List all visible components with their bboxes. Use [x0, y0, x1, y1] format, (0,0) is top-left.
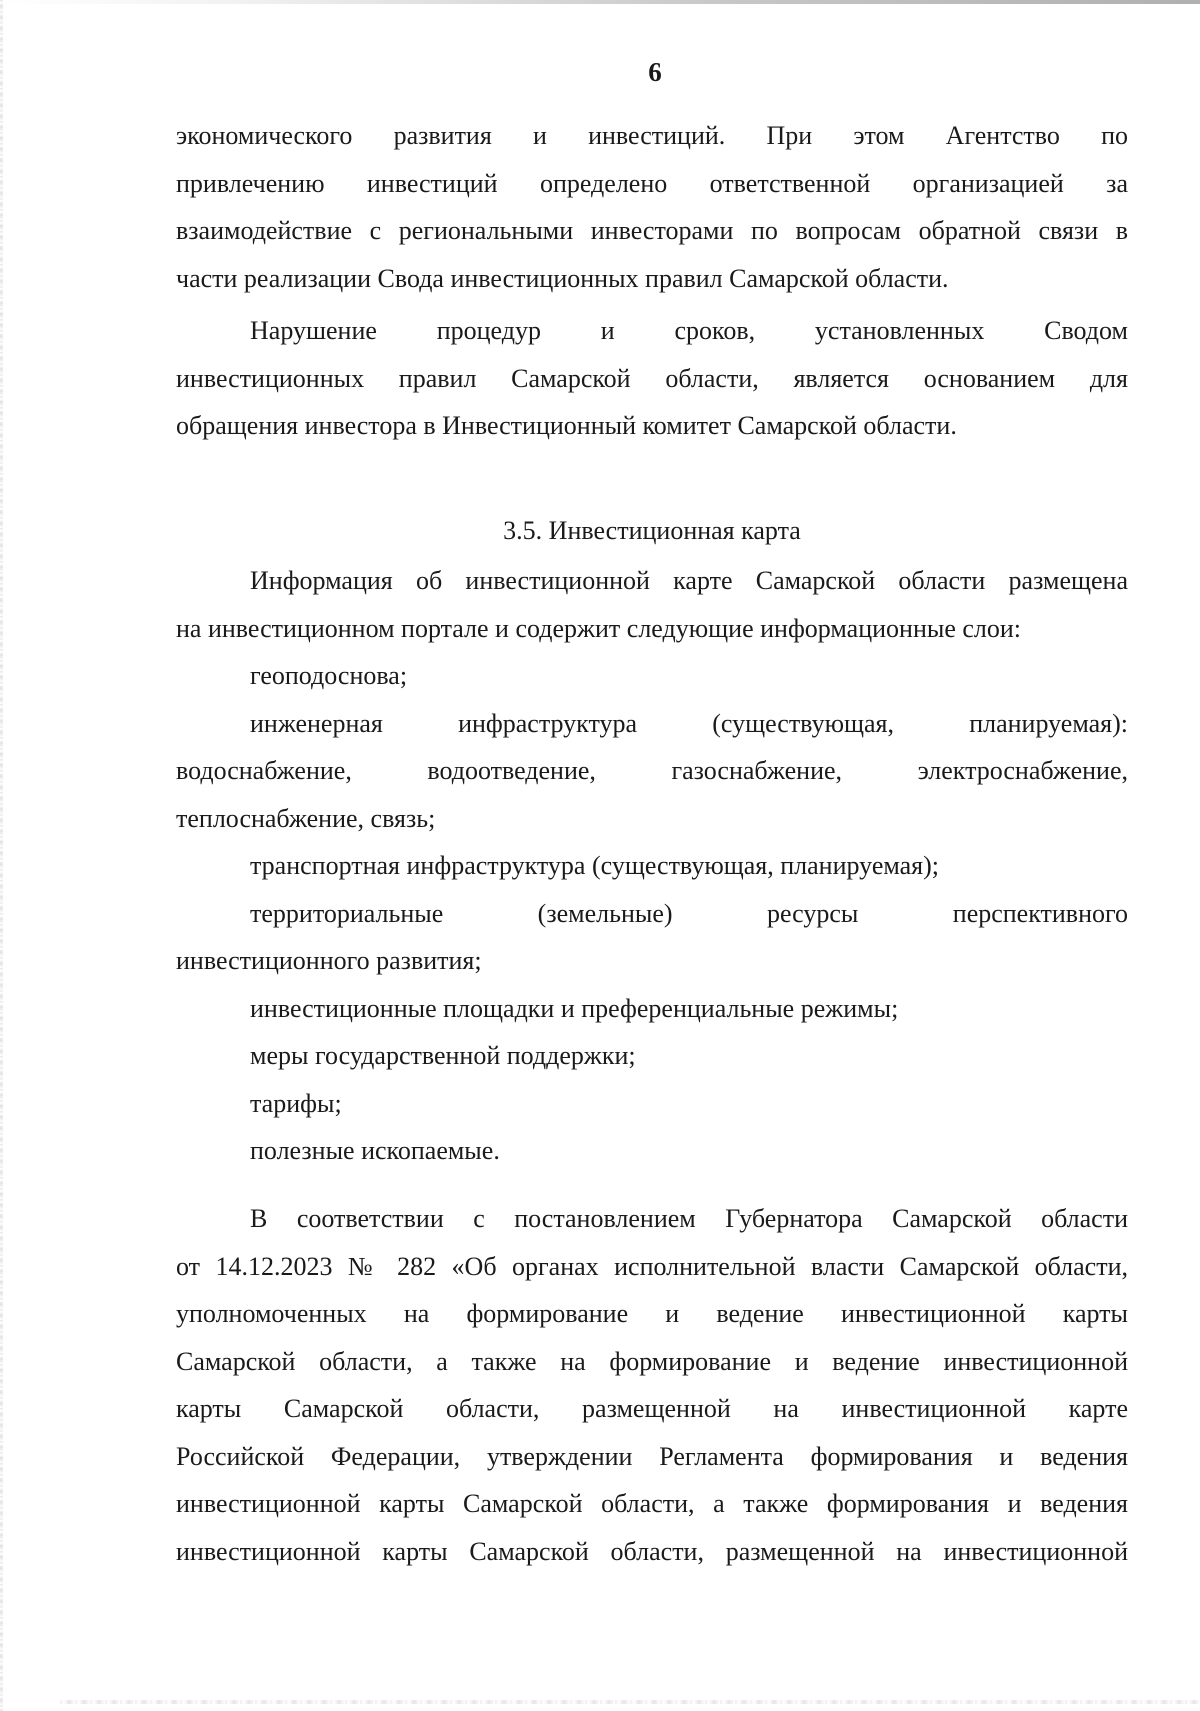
- list-item: транспортная инфраструктура (существующая, планируемая);: [250, 851, 940, 880]
- text-line: инвестиционной карты Самарской области, размещенной на инвестиционной: [176, 1536, 1128, 1566]
- paragraph-investment-map: [176, 557, 1128, 1175]
- text-line: части реализации Свода инвестиционных правил Самарской области.: [176, 263, 949, 293]
- text-line: карты Самарской области, размещенной на инвестиционной карте: [176, 1394, 1128, 1423]
- scan-edge-bottom: [60, 1700, 1200, 1704]
- text-line: В соответствии с постановлением Губернатора Самарской области: [250, 1204, 1128, 1233]
- text-line: экономического развития и инвестиций. При этом Агентство по: [176, 121, 1128, 150]
- list-item: полезные ископаемые.: [250, 1136, 500, 1165]
- list-item: меры государственной поддержки;: [250, 1041, 636, 1070]
- text-line: инвестиционной карты Самарской области, а также формирования и ведения: [176, 1489, 1128, 1518]
- list-item-continuation: водоснабжение, водоотведение, газоснабжение, электроснабжение,: [176, 756, 1128, 785]
- text-line: уполномоченных на формирование и ведение инвестиционной карты: [176, 1299, 1128, 1328]
- text-line: от 14.12.2023 № 282 «Об органах исполнительной власти Самарской области,: [176, 1251, 1128, 1281]
- paragraph-agency: [176, 112, 1128, 302]
- text-line: на инвестиционном портале и содержит следующие информационные слои:: [176, 613, 1022, 643]
- paragraph-resolution: [176, 1195, 1128, 1575]
- text-line: привлечению инвестиций определено ответственной организацией за: [176, 168, 1128, 198]
- scan-edge-top: [0, 0, 1200, 4]
- section-heading: 3.5. Инвестиционная карта: [503, 516, 801, 545]
- text-line: Нарушение процедур и сроков, установленных Сводом: [250, 316, 1128, 345]
- text-line: обращения инвестора в Инвестиционный комитет Самарской области.: [176, 411, 957, 440]
- paragraph-violation: [176, 307, 1128, 450]
- list-item-continuation: инвестиционного развития;: [176, 946, 482, 975]
- list-item: инженерная инфраструктура (существующая, планируемая):: [250, 708, 1128, 738]
- list-item: тарифы;: [250, 1088, 342, 1118]
- page-number: 6: [648, 57, 662, 87]
- list-item-continuation: теплоснабжение, связь;: [176, 803, 436, 833]
- text-line: взаимодействие с региональными инвесторами по вопросам обратной связи в: [176, 216, 1128, 245]
- list-item: геоподоснова;: [250, 661, 408, 690]
- text-line: Российской Федерации, утверждении Регламента формирования и ведения: [176, 1441, 1128, 1471]
- list-item: инвестиционные площадки и преференциальные режимы;: [250, 993, 899, 1023]
- list-item: территориальные (земельные) ресурсы перспективного: [250, 898, 1128, 928]
- text-line: Информация об инвестиционной карте Самарской области размещена: [250, 566, 1128, 595]
- text-line: инвестиционных правил Самарской области, является основанием для: [176, 363, 1128, 393]
- text-line: Самарской области, а также на формирование и ведение инвестиционной: [176, 1346, 1128, 1376]
- scan-edge-left: [0, 0, 3, 1711]
